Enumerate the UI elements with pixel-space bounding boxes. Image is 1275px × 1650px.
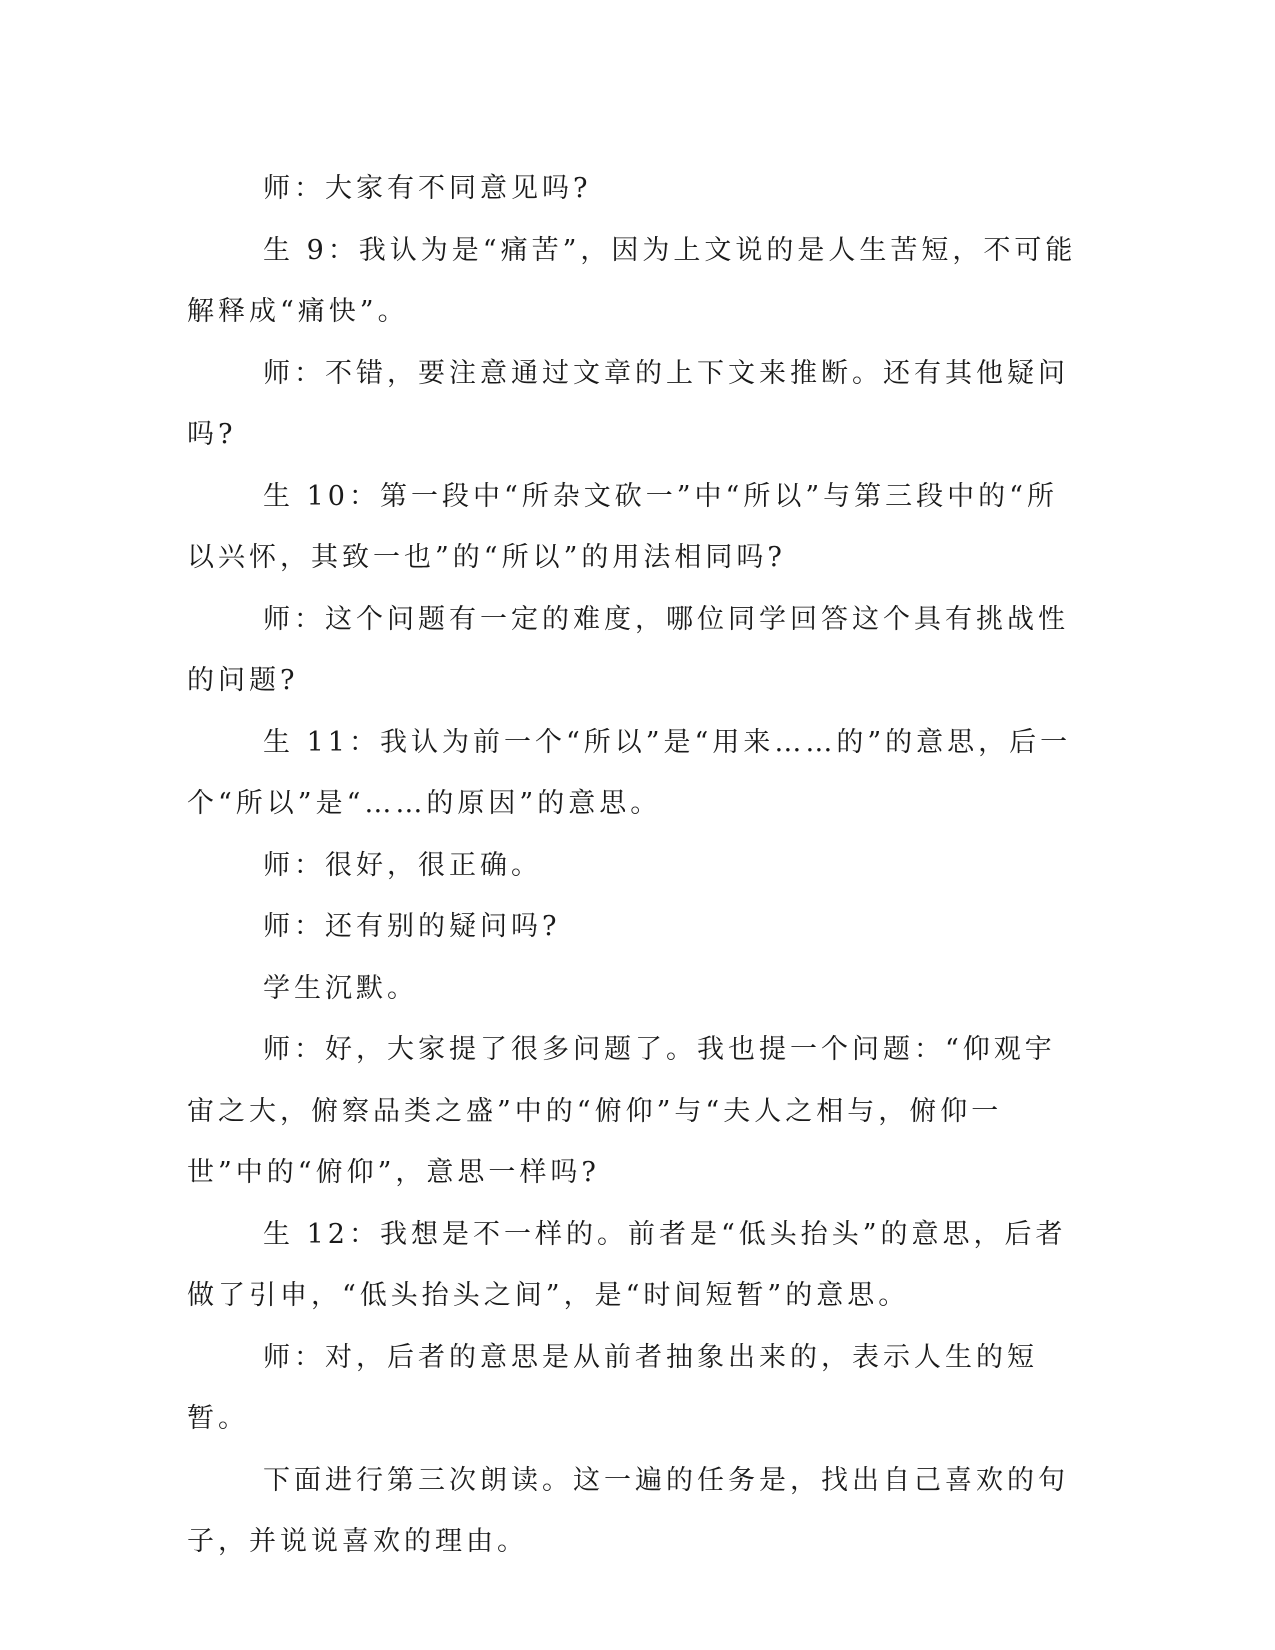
paragraph: 师：不错，要注意通过文章的上下文来推断。还有其他疑问吗?: [187, 357, 1069, 450]
paragraph: 生 9：我认为是“痛苦”，因为上文说的是人生苦短，不可能解释成“痛快”。: [187, 234, 1077, 327]
paragraph: 师：还有别的疑问吗?: [263, 911, 561, 942]
paragraph: 师：大家有不同意见吗?: [263, 173, 592, 204]
paragraph: 生 10：第一段中“所杂文砍一”中“所以”与第三段中的“所以兴怀，其致一也”的“所以”的用法相同吗?: [187, 480, 1058, 573]
paragraph: 师：很好，很正确。: [263, 849, 542, 881]
paragraph: 学生沉默。: [263, 972, 418, 1004]
paragraph: 生 11：我认为前一个“所以”是“用来……的”的意思，后一个“所以”是“……的原因”的意思。: [187, 726, 1072, 819]
paragraph: 下面进行第三次朗读。这一遍的任务是，找出自己喜欢的句子，并说说喜欢的理由。: [187, 1464, 1069, 1557]
paragraph: 师：对，后者的意思是从前者抽象出来的，表示人生的短暂。: [187, 1341, 1038, 1434]
paragraph: 师：好，大家提了很多问题了。我也提一个问题：“仰观宇宙之大，俯察品类之盛”中的“俯仰”与“夫人之相与，俯仰一世”中的“俯仰”，意思一样吗?: [187, 1034, 1056, 1188]
paragraph: 生 12：我想是不一样的。前者是“低头抬头”的意思，后者做了引申，“低头抬头之间”，是“时间短暂”的意思。: [187, 1218, 1067, 1311]
document-body: [187, 158, 1077, 1573]
paragraph: 师：这个问题有一定的难度，哪位同学回答这个具有挑战性的问题?: [187, 603, 1069, 696]
